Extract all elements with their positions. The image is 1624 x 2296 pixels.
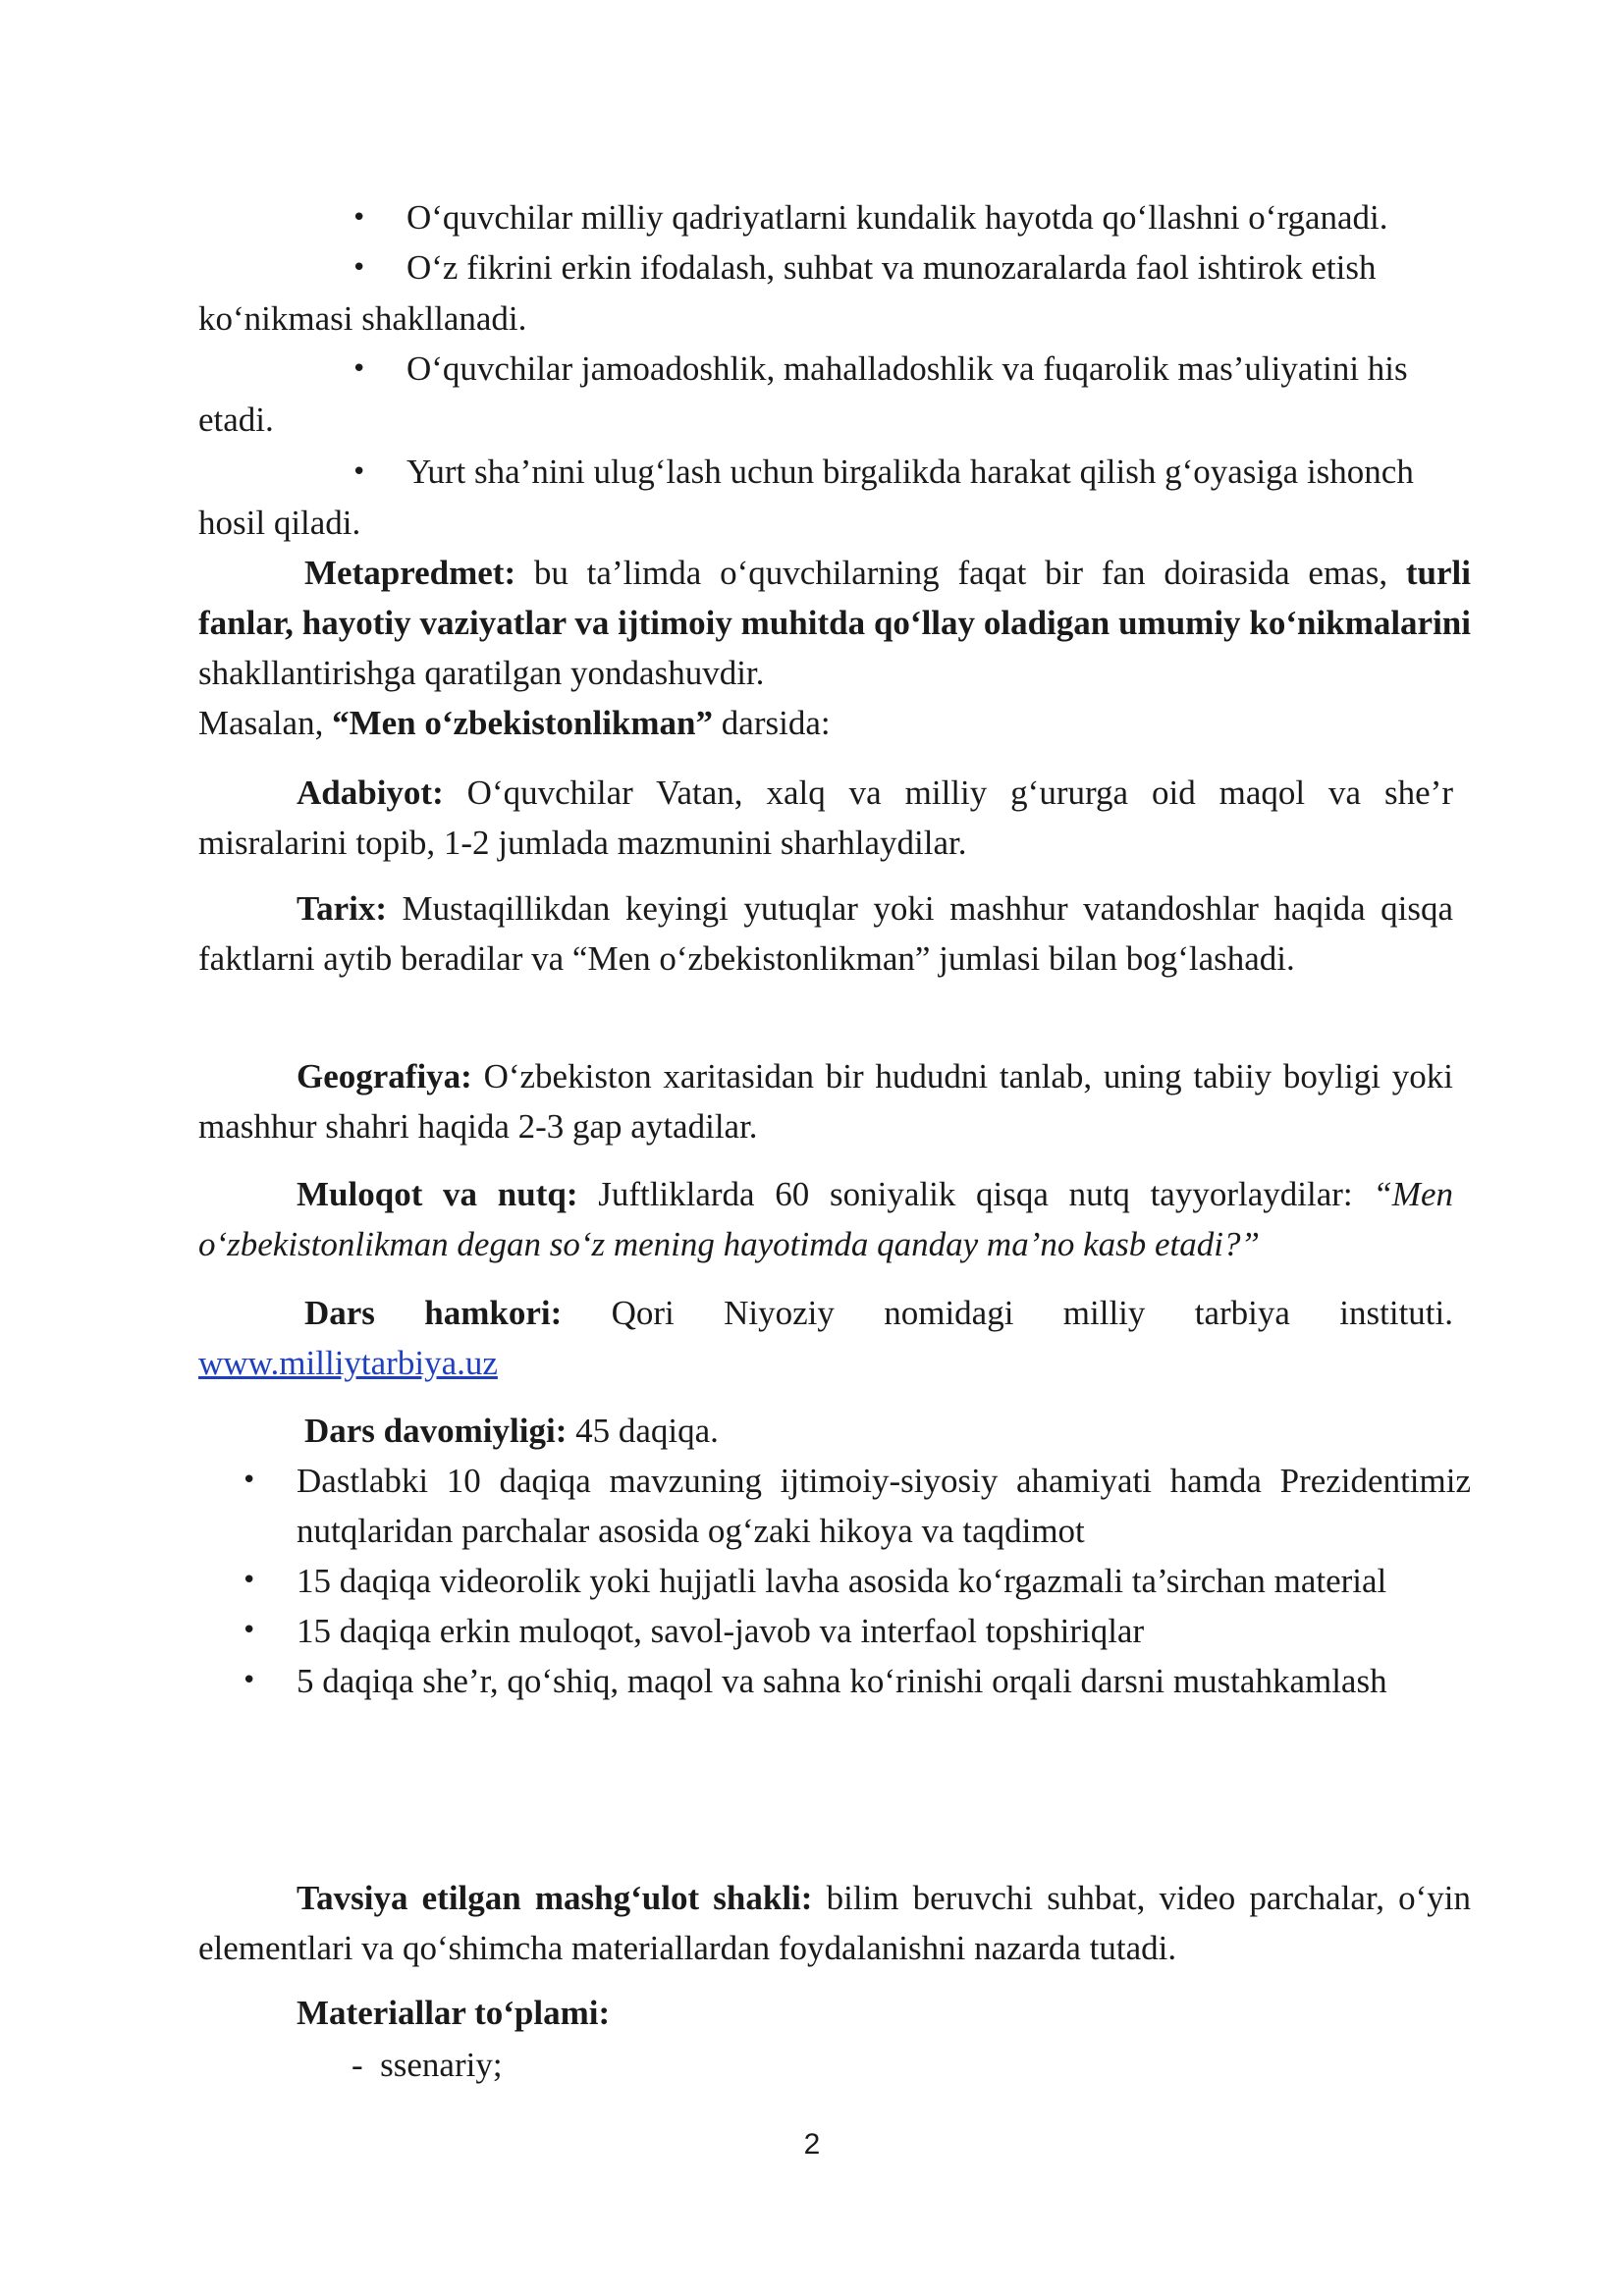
materials-heading: Materiallar to‘plami:	[297, 1994, 611, 2032]
recommended-format: Tavsiya etilgan mashg‘ulot shakli: bilim beruvchi suhbat, video parchalar, o‘yin elementlari va qo‘shimcha materiallardan foydalanishni nazarda tutadi.	[198, 1879, 1471, 1967]
bullet-icon: •	[242, 1566, 257, 1595]
page-number: 2	[803, 2128, 821, 2161]
outcome-bullet-2: • O‘z fikrini erkin ifodalash, suhbat va munozaralarda faol ishtirok etish ko‘nikmasi shakllanadi.	[198, 242, 1471, 344]
outcome-bullet-1: • O‘quvchilar milliy qadriyatlarni kundalik hayotda qo‘llashni o‘rganadi.	[198, 192, 1471, 243]
list-item: • 15 daqiqa videorolik yoki hujjatli lavha asosida ko‘rgazmali ta’sirchan material	[242, 1556, 1471, 1606]
materials-item: - ssenariy;	[352, 2046, 503, 2084]
bullet-icon: •	[352, 203, 367, 233]
bullet-icon: •	[242, 1466, 257, 1495]
bullet-icon: •	[242, 1666, 257, 1695]
outcome-bullet-3: • O‘quvchilar jamoadoshlik, mahalladoshlik va fuqarolik mas’uliyatini his etadi.	[198, 344, 1471, 445]
bullet-icon: •	[242, 1616, 257, 1645]
outcome-bullet-4: • Yurt sha’nini ulug‘lash uchun birgalikda harakat qilish g‘oyasiga ishonch hosil qiladi.	[198, 447, 1471, 548]
bullet-icon: •	[352, 457, 367, 487]
lesson-duration: Dars davomiyligi: 45 daqiqa.	[304, 1412, 719, 1450]
list-item: • 15 daqiqa erkin muloqot, savol-javob va interfaol topshiriqlar	[242, 1606, 1471, 1656]
metapredmet-label: Metapredmet:	[304, 554, 516, 592]
subject-tarix: Tarix: Mustaqillikdan keyingi yutuqlar yoki mashhur vatandoshlar haqida qisqa faktlarni aytib beradilar va “Men o‘zbekistonlikman” jumlasi bilan bog‘lashadi.	[198, 889, 1453, 978]
list-item: • 5 daqiqa she’r, qo‘shiq, maqol va sahna ko‘rinishi orqali darsni mustahkamlash	[242, 1656, 1471, 1706]
partner-website-link[interactable]: www.milliytarbiya.uz	[198, 1344, 498, 1382]
bullet-icon: •	[352, 253, 367, 283]
subject-muloqot: Muloqot va nutq: Juftliklarda 60 soniyalik qisqa nutq tayyorlaydilar: “Men o‘zbekistonlikman degan so‘z mening hayotimda qanday ma’no kasb etadi?”	[198, 1175, 1453, 1263]
bullet-icon: •	[352, 354, 367, 384]
subject-geografiya: Geografiya: O‘zbekiston xaritasidan bir hududni tanlab, uning tabiiy boyligi yoki mashhur shahri haqida 2-3 gap aytadilar.	[198, 1057, 1453, 1146]
example-line: Masalan, “Men o‘zbekistonlikman” darsida:	[198, 704, 831, 742]
duration-list	[242, 1456, 1471, 1706]
subject-adabiyot: Adabiyot: O‘quvchilar Vatan, xalq va milliy g‘ururga oid maqol va she’r misralarini topib, 1-2 jumlada mazmunini sharhlaydilar.	[198, 774, 1453, 862]
dash-icon: -	[352, 2046, 363, 2084]
list-item: • Dastlabki 10 daqiqa mavzuning ijtimoiy-siyosiy ahamiyati hamda Prezidentimiz nutqlaridan parchalar asosida og‘zaki hikoya va taqdimot	[242, 1456, 1471, 1556]
lesson-partner: Dars hamkori: Qori Niyoziy nomidagi milliy tarbiya instituti. www.milliytarbiya.uz	[198, 1294, 1453, 1382]
metapredmet-paragraph: Metapredmet: bu ta’limda o‘quvchilarning faqat bir fan doirasida emas, turli fanlar, hayotiy vaziyatlar va ijtimoiy muhitda qo‘llay oladigan umumiy ko‘nikmalarini shakllantirishga qaratilgan yondashuvdir.	[198, 554, 1471, 692]
